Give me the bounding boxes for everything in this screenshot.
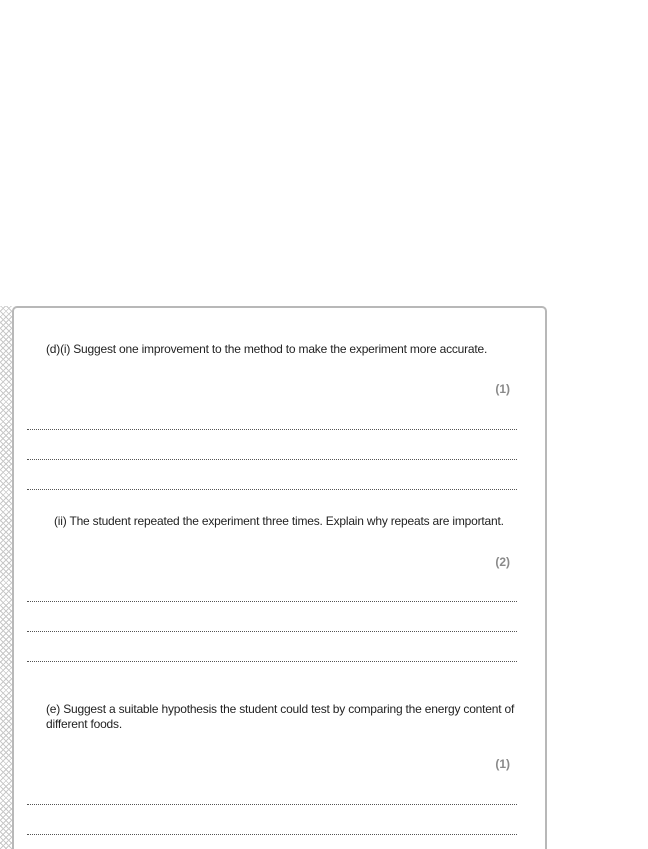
question-e-marks: (1) xyxy=(495,757,510,771)
answer-line[interactable] xyxy=(27,834,517,835)
question-d-i-marks: (1) xyxy=(495,382,510,396)
question-panel xyxy=(12,306,547,849)
answer-line[interactable] xyxy=(27,631,517,632)
question-e-text: (e) Suggest a suitable hypothesis the student could test by comparing the energy content of different foods. xyxy=(46,702,515,731)
question-d-ii-marks: (2) xyxy=(495,555,510,569)
answer-line[interactable] xyxy=(27,661,517,662)
margin-hatch xyxy=(0,306,12,849)
answer-line[interactable] xyxy=(27,601,517,602)
question-d-ii-text: (ii) The student repeated the experiment three times. Explain why repeats are important. xyxy=(54,514,504,528)
answer-line[interactable] xyxy=(27,459,517,460)
answer-line[interactable] xyxy=(27,804,517,805)
answer-line[interactable] xyxy=(27,489,517,490)
question-d-i-text: (d)(i) Suggest one improvement to the method to make the experiment more accurate. xyxy=(46,342,488,356)
answer-line[interactable] xyxy=(27,429,517,430)
